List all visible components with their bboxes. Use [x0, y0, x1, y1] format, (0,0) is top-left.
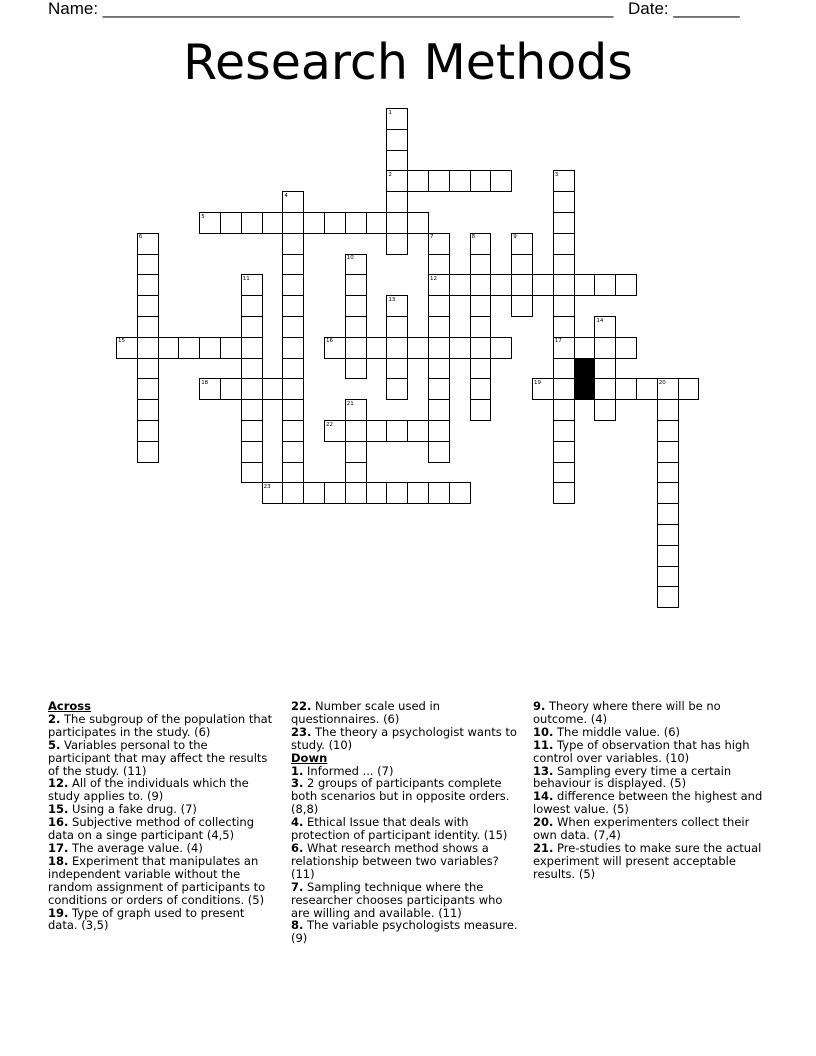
crossword-cell[interactable] [220, 378, 242, 400]
crossword-cell[interactable] [303, 482, 325, 504]
crossword-cell[interactable] [449, 170, 471, 192]
clue-down-14: 14. difference between the highest and lowest value. (5) [533, 789, 763, 817]
cell-number: 9 [513, 234, 517, 241]
cell-number: 22 [326, 421, 333, 428]
crossword-cell[interactable] [594, 274, 616, 296]
crossword-cell[interactable] [428, 399, 450, 421]
crossword-cell[interactable] [220, 212, 242, 234]
crossword-cell[interactable] [366, 420, 388, 442]
crossword-cell[interactable] [386, 420, 408, 442]
crossword-cell[interactable] [553, 441, 575, 463]
crossword-cell[interactable] [615, 274, 637, 296]
crossword-cell[interactable] [137, 358, 159, 380]
crossword-cell[interactable] [282, 233, 304, 255]
blocked-cell [574, 358, 596, 380]
crossword-cell[interactable] [282, 316, 304, 338]
crossword-cell[interactable] [490, 274, 512, 296]
crossword-cell[interactable] [282, 441, 304, 463]
crossword-cell[interactable] [657, 441, 679, 463]
crossword-cell[interactable] [553, 462, 575, 484]
crossword-cell[interactable] [428, 358, 450, 380]
clue-down-4: 4. Ethical Issue that deals with protection of participant identity. (15) [291, 815, 508, 843]
clue-down-20: 20. When experimenters collect their own data. (7,4) [533, 815, 750, 843]
crossword-cell[interactable] [345, 462, 367, 484]
crossword-cell[interactable] [553, 316, 575, 338]
crossword-cell[interactable] [386, 482, 408, 504]
crossword-cell[interactable] [241, 399, 263, 421]
crossword-cell[interactable] [449, 482, 471, 504]
crossword-cell[interactable] [386, 337, 408, 359]
crossword-cell[interactable] [470, 316, 492, 338]
crossword-cell[interactable] [449, 337, 471, 359]
crossword-cell[interactable] [553, 295, 575, 317]
clues-column-1 [48, 700, 273, 932]
crossword-cell[interactable] [428, 482, 450, 504]
name-field[interactable]: Name: ______________________________________________________ [48, 0, 614, 18]
crossword-cell[interactable] [657, 586, 679, 608]
crossword-cell[interactable] [615, 378, 637, 400]
crossword-cell[interactable] [657, 462, 679, 484]
crossword-cell[interactable] [282, 337, 304, 359]
crossword-cell[interactable] [282, 420, 304, 442]
crossword-cell[interactable] [158, 337, 180, 359]
clue-across-2: 2. The subgroup of the population that participates in the study. (6) [48, 711, 273, 739]
cell-number: 7 [430, 234, 434, 241]
crossword-cell[interactable] [428, 337, 450, 359]
crossword-cell[interactable] [636, 378, 658, 400]
crossword-cell[interactable] [574, 274, 596, 296]
crossword-cell[interactable] [553, 420, 575, 442]
crossword-cell[interactable] [282, 295, 304, 317]
crossword-cell[interactable] [282, 274, 304, 296]
cell-number: 2 [388, 171, 392, 178]
cell-number: 14 [596, 317, 604, 324]
crossword-cell[interactable] [428, 295, 450, 317]
clue-across-18: 18. Experiment that manipulates an independent variable without the random assignment of participants to conditions or orders of conditions. (5) [48, 853, 266, 907]
clue-across-17: 17. The average value. (4) [48, 840, 203, 855]
crossword-cell[interactable] [282, 462, 304, 484]
crossword-cell[interactable] [553, 482, 575, 504]
crossword-cell[interactable] [553, 254, 575, 276]
crossword-cell[interactable] [345, 295, 367, 317]
cell-number: 10 [346, 255, 354, 262]
crossword-cell[interactable] [553, 358, 575, 380]
crossword-cell[interactable] [470, 295, 492, 317]
crossword-cell[interactable] [553, 274, 575, 296]
cell-number: 11 [242, 275, 250, 282]
clue-across-16: 16. Subjective method of collecting data on a singe participant (4,5) [48, 815, 254, 843]
cell-number: 6 [138, 234, 143, 241]
across-heading: Across [48, 699, 91, 713]
crossword-cell[interactable] [137, 441, 159, 463]
crossword-cell[interactable] [345, 358, 367, 380]
crossword-cell[interactable] [241, 295, 263, 317]
crossword-cell[interactable] [137, 295, 159, 317]
crossword-cell[interactable] [657, 545, 679, 567]
crossword-cell[interactable] [511, 295, 533, 317]
date-field[interactable]: Date: _______ [628, 0, 740, 18]
crossword-cell[interactable] [137, 378, 159, 400]
crossword-cell[interactable] [532, 274, 554, 296]
crossword-cell[interactable] [137, 399, 159, 421]
crossword-cell[interactable] [366, 212, 388, 234]
crossword-cell[interactable] [282, 254, 304, 276]
crossword-cell[interactable] [345, 420, 367, 442]
cell-number: 8 [471, 234, 476, 241]
crossword-cell[interactable] [178, 337, 200, 359]
crossword-cell[interactable] [428, 170, 450, 192]
clue-down-10: 10. The middle value. (6) [533, 724, 681, 739]
clue-across-19: 19. Type of graph used to present data. (3,5) [48, 905, 245, 933]
crossword-cell[interactable] [511, 254, 533, 276]
cell-number: 12 [430, 275, 437, 282]
crossword-cell[interactable] [657, 524, 679, 546]
crossword-cell[interactable] [386, 129, 408, 151]
crossword-cell[interactable] [137, 337, 159, 359]
crossword-cell[interactable] [345, 212, 367, 234]
crossword-cell[interactable] [553, 233, 575, 255]
clues-column-2 [291, 700, 523, 945]
clue-down-21: 21. Pre-studies to make sure the actual experiment will present acceptable results. (5) [533, 840, 762, 881]
crossword-cell[interactable] [386, 212, 408, 234]
crossword-cell[interactable] [428, 420, 450, 442]
crossword-cell[interactable] [241, 316, 263, 338]
clue-down-13: 13. Sampling every time a certain behaviour is displayed. (5) [533, 763, 732, 791]
crossword-cell[interactable] [137, 420, 159, 442]
crossword-cell[interactable] [262, 378, 284, 400]
crossword-cell[interactable] [282, 482, 304, 504]
clue-down-6: 6. What research method shows a relationship between two variables? (11) [291, 840, 499, 881]
clue-down-9: 9. Theory where there will be no outcome. (4) [533, 699, 721, 726]
clue-across-15: 15. Using a fake drug. (7) [48, 802, 197, 817]
crossword-cell[interactable] [657, 482, 679, 504]
crossword-cell[interactable] [553, 212, 575, 234]
crossword-cell[interactable] [407, 212, 429, 234]
cell-number: 13 [388, 296, 396, 303]
crossword-cell[interactable] [470, 254, 492, 276]
crossword-cell[interactable] [241, 337, 263, 359]
cell-number: 17 [554, 338, 562, 345]
crossword-cell[interactable] [241, 420, 263, 442]
crossword-cell[interactable] [594, 358, 616, 380]
crossword-cell[interactable] [470, 337, 492, 359]
crossword-cell[interactable] [241, 378, 263, 400]
cell-number: 18 [201, 379, 209, 386]
crossword-cell[interactable] [490, 170, 512, 192]
cell-number: 16 [326, 338, 333, 345]
crossword-cell[interactable] [553, 399, 575, 421]
crossword-cell[interactable] [594, 378, 616, 400]
cell-number: 23 [263, 483, 271, 490]
down-heading: Down [291, 750, 328, 765]
crossword-cell[interactable] [282, 399, 304, 421]
crossword-cell[interactable] [241, 441, 263, 463]
crossword-cell[interactable] [303, 212, 325, 234]
crossword-cell[interactable] [678, 378, 700, 400]
crossword-cell[interactable] [407, 482, 429, 504]
crossword-cell[interactable] [282, 212, 304, 234]
clues-section [48, 700, 778, 950]
crossword-cell[interactable] [386, 358, 408, 380]
crossword-cell[interactable] [657, 503, 679, 525]
crossword-cell[interactable] [470, 399, 492, 421]
crossword-cell[interactable] [241, 212, 263, 234]
crossword-cell[interactable] [137, 316, 159, 338]
crossword-cell[interactable] [345, 337, 367, 359]
crossword-cell[interactable] [511, 274, 533, 296]
crossword-cell[interactable] [657, 399, 679, 421]
crossword-cell[interactable] [386, 233, 408, 255]
crossword-cell[interactable] [428, 316, 450, 338]
crossword-cell[interactable] [657, 420, 679, 442]
crossword-cell[interactable] [282, 358, 304, 380]
crossword-cell[interactable] [386, 150, 408, 172]
cell-number: 3 [554, 171, 559, 178]
crossword-cell[interactable] [407, 337, 429, 359]
cell-number: 15 [118, 338, 125, 345]
crossword-cell[interactable] [657, 566, 679, 588]
crossword-cell[interactable] [241, 358, 263, 380]
crossword-cell[interactable] [282, 378, 304, 400]
cell-number: 1 [388, 109, 392, 116]
crossword-cell[interactable] [345, 274, 367, 296]
crossword-cell[interactable] [407, 420, 429, 442]
crossword-cell[interactable] [324, 482, 346, 504]
crossword-cell[interactable] [324, 212, 346, 234]
crossword-cell[interactable] [366, 482, 388, 504]
crossword-cell[interactable] [553, 378, 575, 400]
crossword-cell[interactable] [428, 378, 450, 400]
page-title: Research Methods [183, 34, 633, 91]
crossword-cell[interactable] [386, 378, 408, 400]
crossword-cell[interactable] [490, 337, 512, 359]
crossword-cell[interactable] [345, 482, 367, 504]
crossword-cell[interactable] [470, 378, 492, 400]
crossword-cell[interactable] [220, 337, 242, 359]
cell-number: 19 [534, 379, 541, 386]
crossword-cell[interactable] [241, 462, 263, 484]
crossword-cell[interactable] [428, 254, 450, 276]
cell-number: 4 [284, 192, 288, 199]
crossword-cell[interactable] [428, 441, 450, 463]
crossword-cell[interactable] [470, 274, 492, 296]
crossword-cell[interactable] [199, 337, 221, 359]
crossword-cell[interactable] [386, 316, 408, 338]
crossword-cell[interactable] [470, 358, 492, 380]
clue-across-12: 12. All of the individuals which the study applies to. (9) [48, 776, 249, 804]
clue-down-11: 11. Type of observation that has high control over variables. (10) [533, 737, 750, 765]
crossword-cell[interactable] [345, 316, 367, 338]
crossword-cell[interactable] [137, 274, 159, 296]
cell-number: 20 [658, 379, 666, 386]
clue-across-22: 22. Number scale used in questionnaires. (6) [291, 699, 440, 726]
crossword-cell[interactable] [574, 378, 596, 400]
crossword-cell[interactable] [449, 274, 471, 296]
crossword-cell[interactable] [386, 191, 408, 213]
clue-across-23: 23. The theory a psychologist wants to study. (10) [291, 724, 517, 752]
crossword-cell[interactable] [137, 254, 159, 276]
clue-down-7: 7. Sampling technique where the researcher chooses participants who are willing and available. (11) [291, 879, 503, 920]
crossword-cell[interactable] [366, 337, 388, 359]
crossword-cell[interactable] [345, 441, 367, 463]
crossword-cell[interactable] [553, 191, 575, 213]
clue-across-5: 5. Variables personal to the participant that may affect the results of the study. (11) [48, 737, 268, 778]
crossword-cell[interactable] [407, 170, 429, 192]
cell-number: 21 [346, 400, 354, 407]
clue-down-3: 3. 2 groups of participants complete both scenarios but in opposite orders. (8,8) [291, 776, 510, 817]
crossword-cell[interactable] [262, 212, 284, 234]
crossword-cell[interactable] [470, 170, 492, 192]
cell-number: 5 [201, 213, 205, 220]
clue-down-1: 1. Informed ... (7) [291, 763, 394, 778]
clue-down-8: 8. The variable psychologists measure. (9) [291, 918, 518, 946]
crossword-cell[interactable] [615, 337, 637, 359]
clues-column-3 [533, 700, 765, 881]
crossword-cell[interactable] [574, 337, 596, 359]
crossword-cell[interactable] [594, 337, 616, 359]
crossword-cell[interactable] [594, 399, 616, 421]
